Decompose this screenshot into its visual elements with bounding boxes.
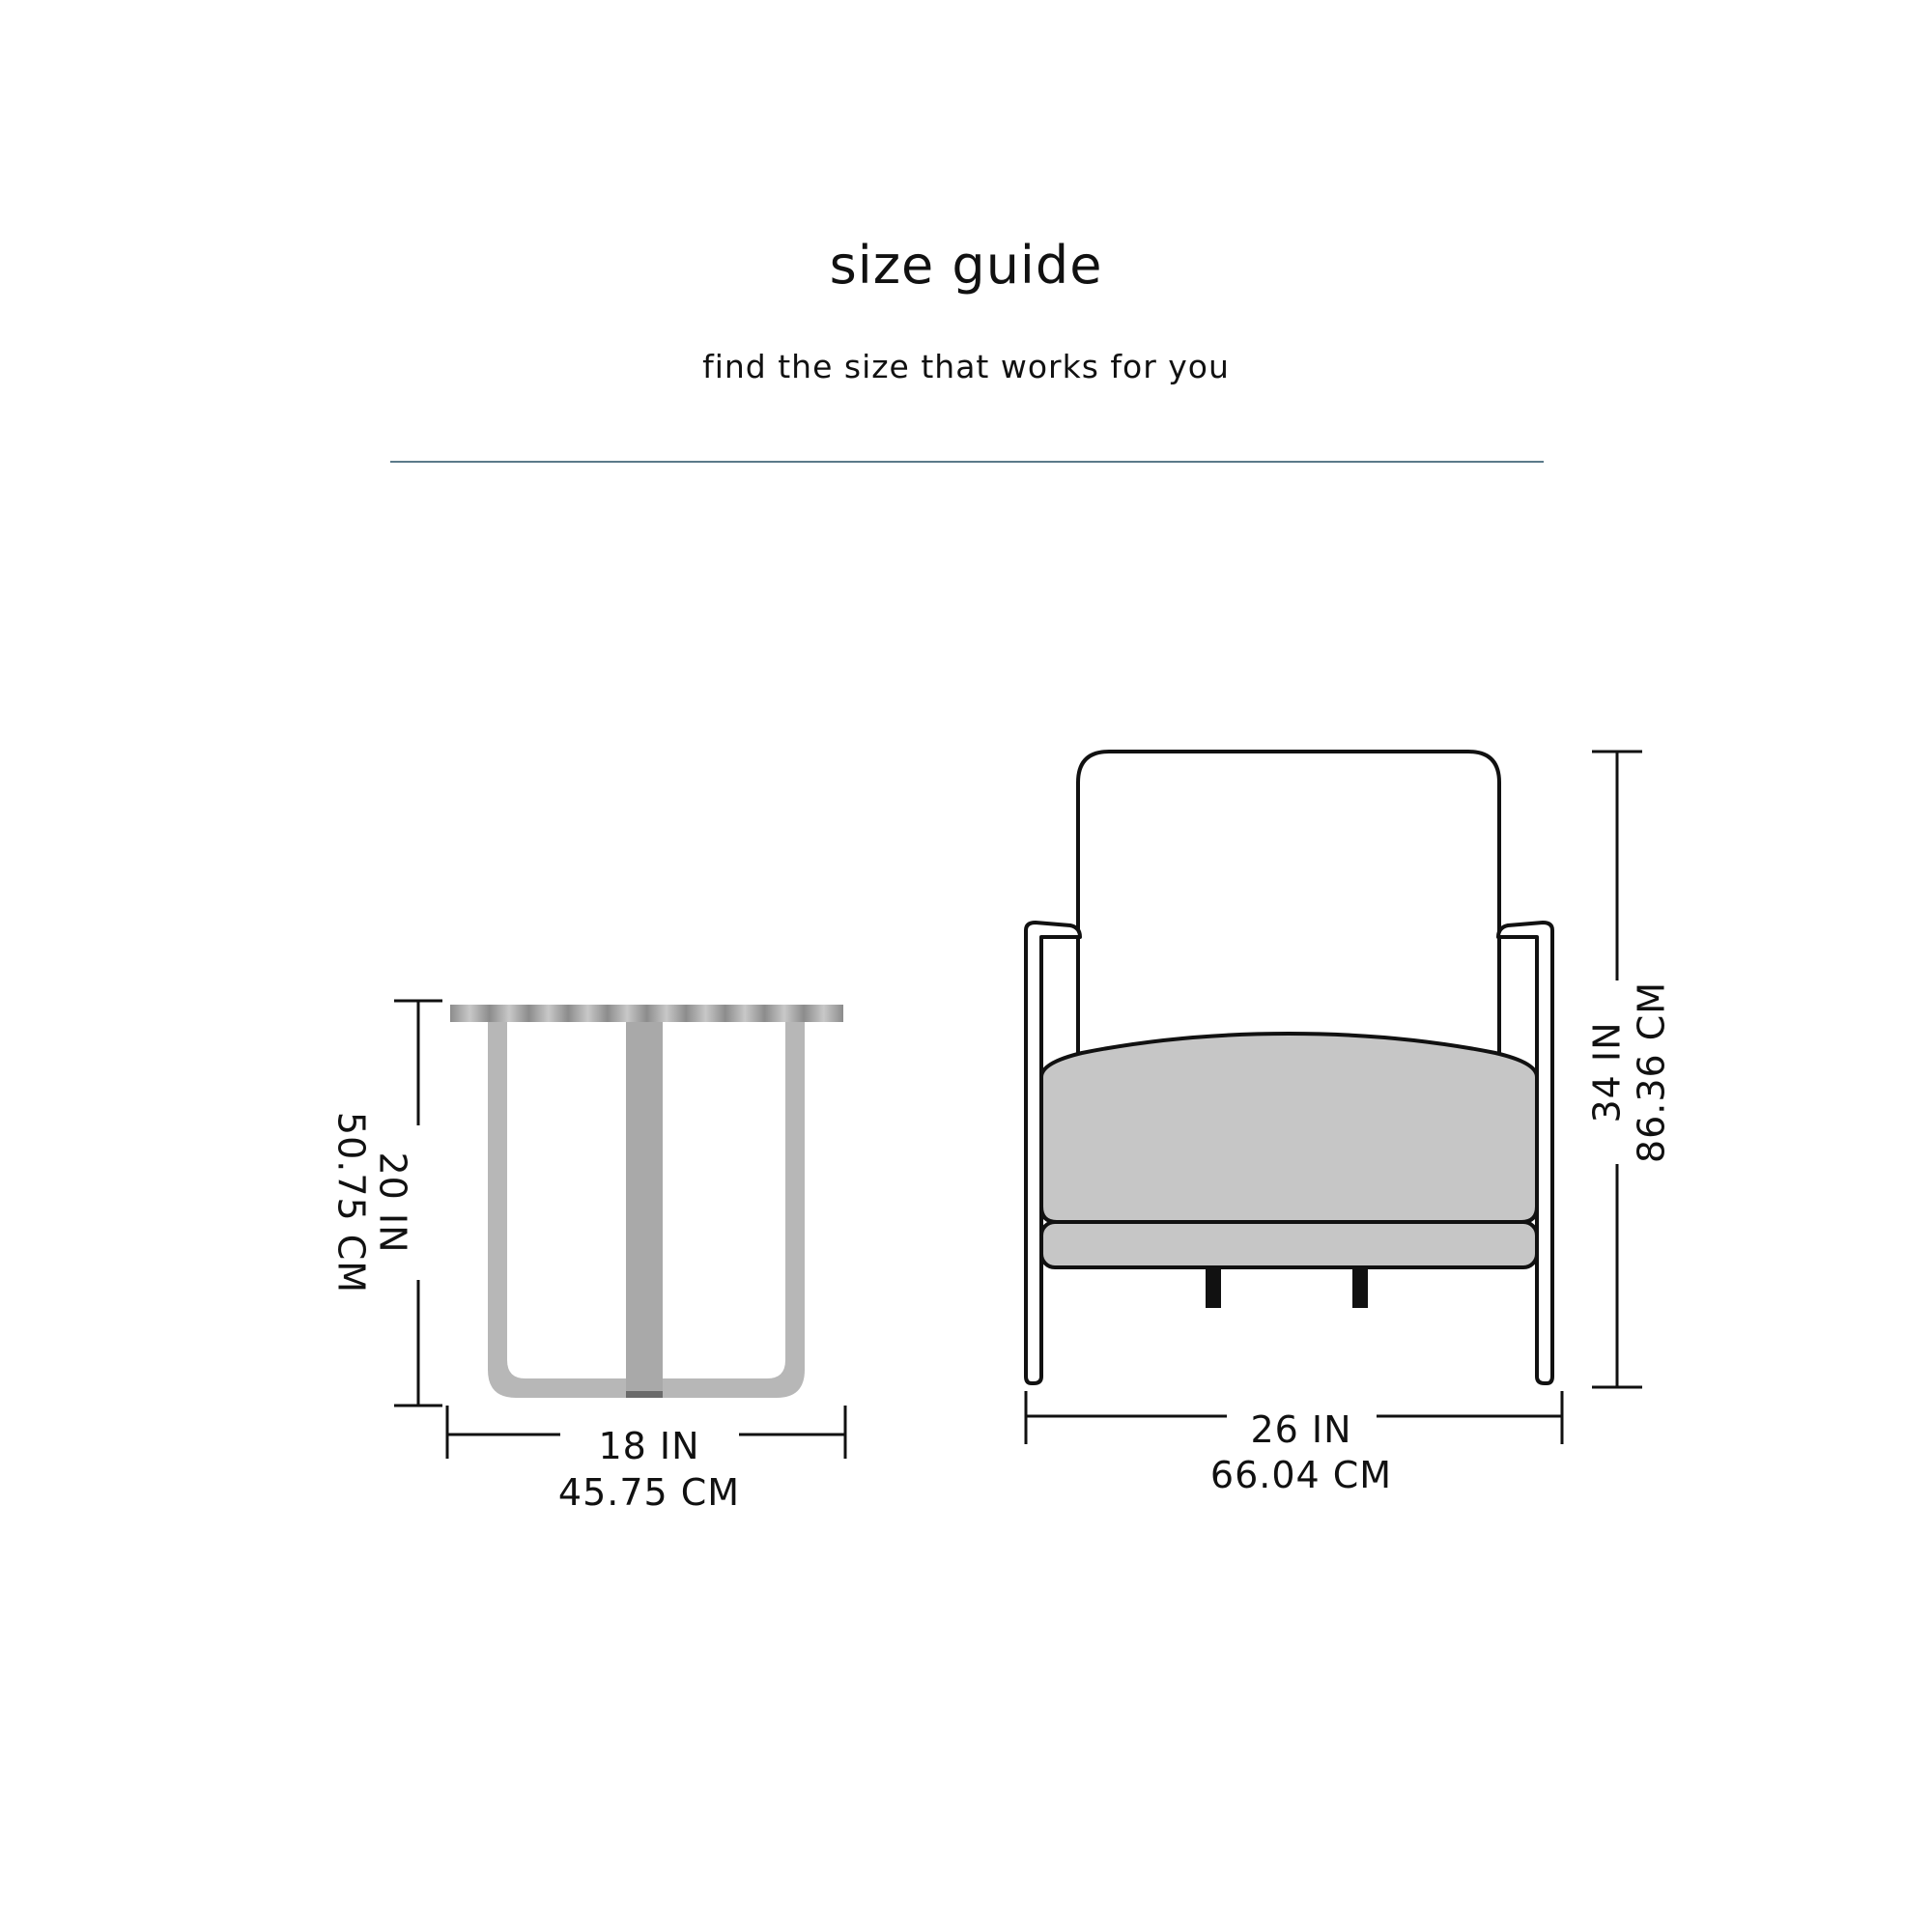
chair-width-in-label: 26 IN (1250, 1408, 1352, 1451)
side-table-center-post (626, 1022, 663, 1398)
side-table-height-cm-label: 50.75 CM (329, 1111, 373, 1294)
side-table-post-foot (626, 1391, 663, 1398)
chair-left-leg (1206, 1267, 1221, 1308)
chair-width-cm-label: 66.04 CM (1209, 1454, 1393, 1496)
page-subtitle: find the size that works for you (702, 348, 1230, 385)
chair-base-cushion (1041, 1222, 1537, 1267)
chair-height-cm-label: 86.36 CM (1630, 980, 1673, 1164)
chair-seat-cushion (1041, 1034, 1537, 1222)
side-table-illustration (450, 1005, 843, 1398)
chair-height-in-label: 34 IN (1585, 1021, 1629, 1123)
side-table-top (450, 1005, 843, 1022)
armchair-illustration (1026, 752, 1552, 1383)
side-table-width-cm-label: 45.75 CM (557, 1471, 741, 1514)
side-table-height-in-label: 20 IN (371, 1151, 414, 1254)
page-title: size guide (829, 235, 1103, 296)
side-table-width-in-label: 18 IN (598, 1425, 700, 1467)
chair-right-leg (1352, 1267, 1368, 1308)
